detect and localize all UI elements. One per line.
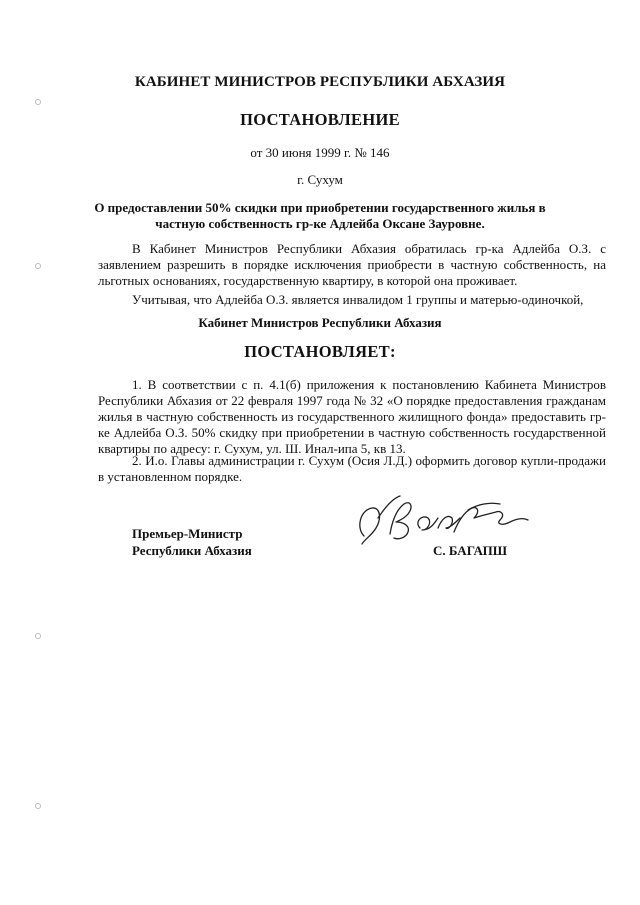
signatory-name: С. БАГАПШ <box>433 543 508 558</box>
subject-line-1: О предоставлении 50% скидки при приобретении государственного жилья в <box>94 200 546 215</box>
intro-paragraph-text: В Кабинет Министров Республики Абхазия обратилась гр-ка Адлейба О.З. с заявлением разрешить в порядке исключения приобрести в частную собственность, на льготных основаниях, государственную квартиру, в которой она проживает. <box>98 241 606 288</box>
binder-hole-mark <box>34 98 42 106</box>
date-and-number: от 30 июня 1999 г. № 146 <box>250 145 390 160</box>
signatory-title-line-1: Премьер-Министр <box>132 526 243 541</box>
resolution-item <box>98 377 606 457</box>
intro-paragraph <box>98 241 606 289</box>
binder-hole-mark <box>34 262 42 270</box>
subject-line-2: частную собственность гр-ке Адлейба Оксане Зауровне. <box>155 216 485 231</box>
considering-paragraph <box>98 292 606 308</box>
binder-hole-mark <box>34 632 42 640</box>
resolves-heading: ПОСТАНОВЛЯЕТ: <box>244 342 396 361</box>
document-type-heading: ПОСТАНОВЛЕНИЕ <box>240 110 400 129</box>
organization-heading: КАБИНЕТ МИНИСТРОВ РЕСПУБЛИКИ АБХАЗИЯ <box>134 74 506 90</box>
considering-paragraph-text: Учитывая, что Адлейба О.З. является инвалидом 1 группы и матерью-одиночкой, <box>132 292 584 307</box>
subject-title <box>0 200 640 232</box>
signatory-title-line-2: Республики Абхазия <box>132 543 252 558</box>
issuing-body-name: Кабинет Министров Республики Абхазия <box>198 315 442 330</box>
binder-hole-mark <box>34 802 42 810</box>
resolution-item <box>98 453 606 485</box>
city: г. Сухум <box>297 172 343 187</box>
resolution-item-1-text: 1. В соответствии с п. 4.1(б) приложения к постановлению Кабинета Министров Республики Абхазия от 22 февраля 1997 года № 32 «О порядке предоставления гражданам жилья в частную собственность из государственного жилищного фонда» предоставить гр-ке Адлейба О.З. 50% скидку при приобретении в частную собственность государственной квартиры по адресу: г. Сухум, ул. Ш. Инал-ипа 5, кв 13. <box>98 377 606 456</box>
resolution-item-2-text: 2. И.о. Главы администрации г. Сухум (Осия Л.Д.) оформить договор купли-продажи в установленном порядке. <box>98 453 606 484</box>
signatory-title <box>132 525 252 559</box>
